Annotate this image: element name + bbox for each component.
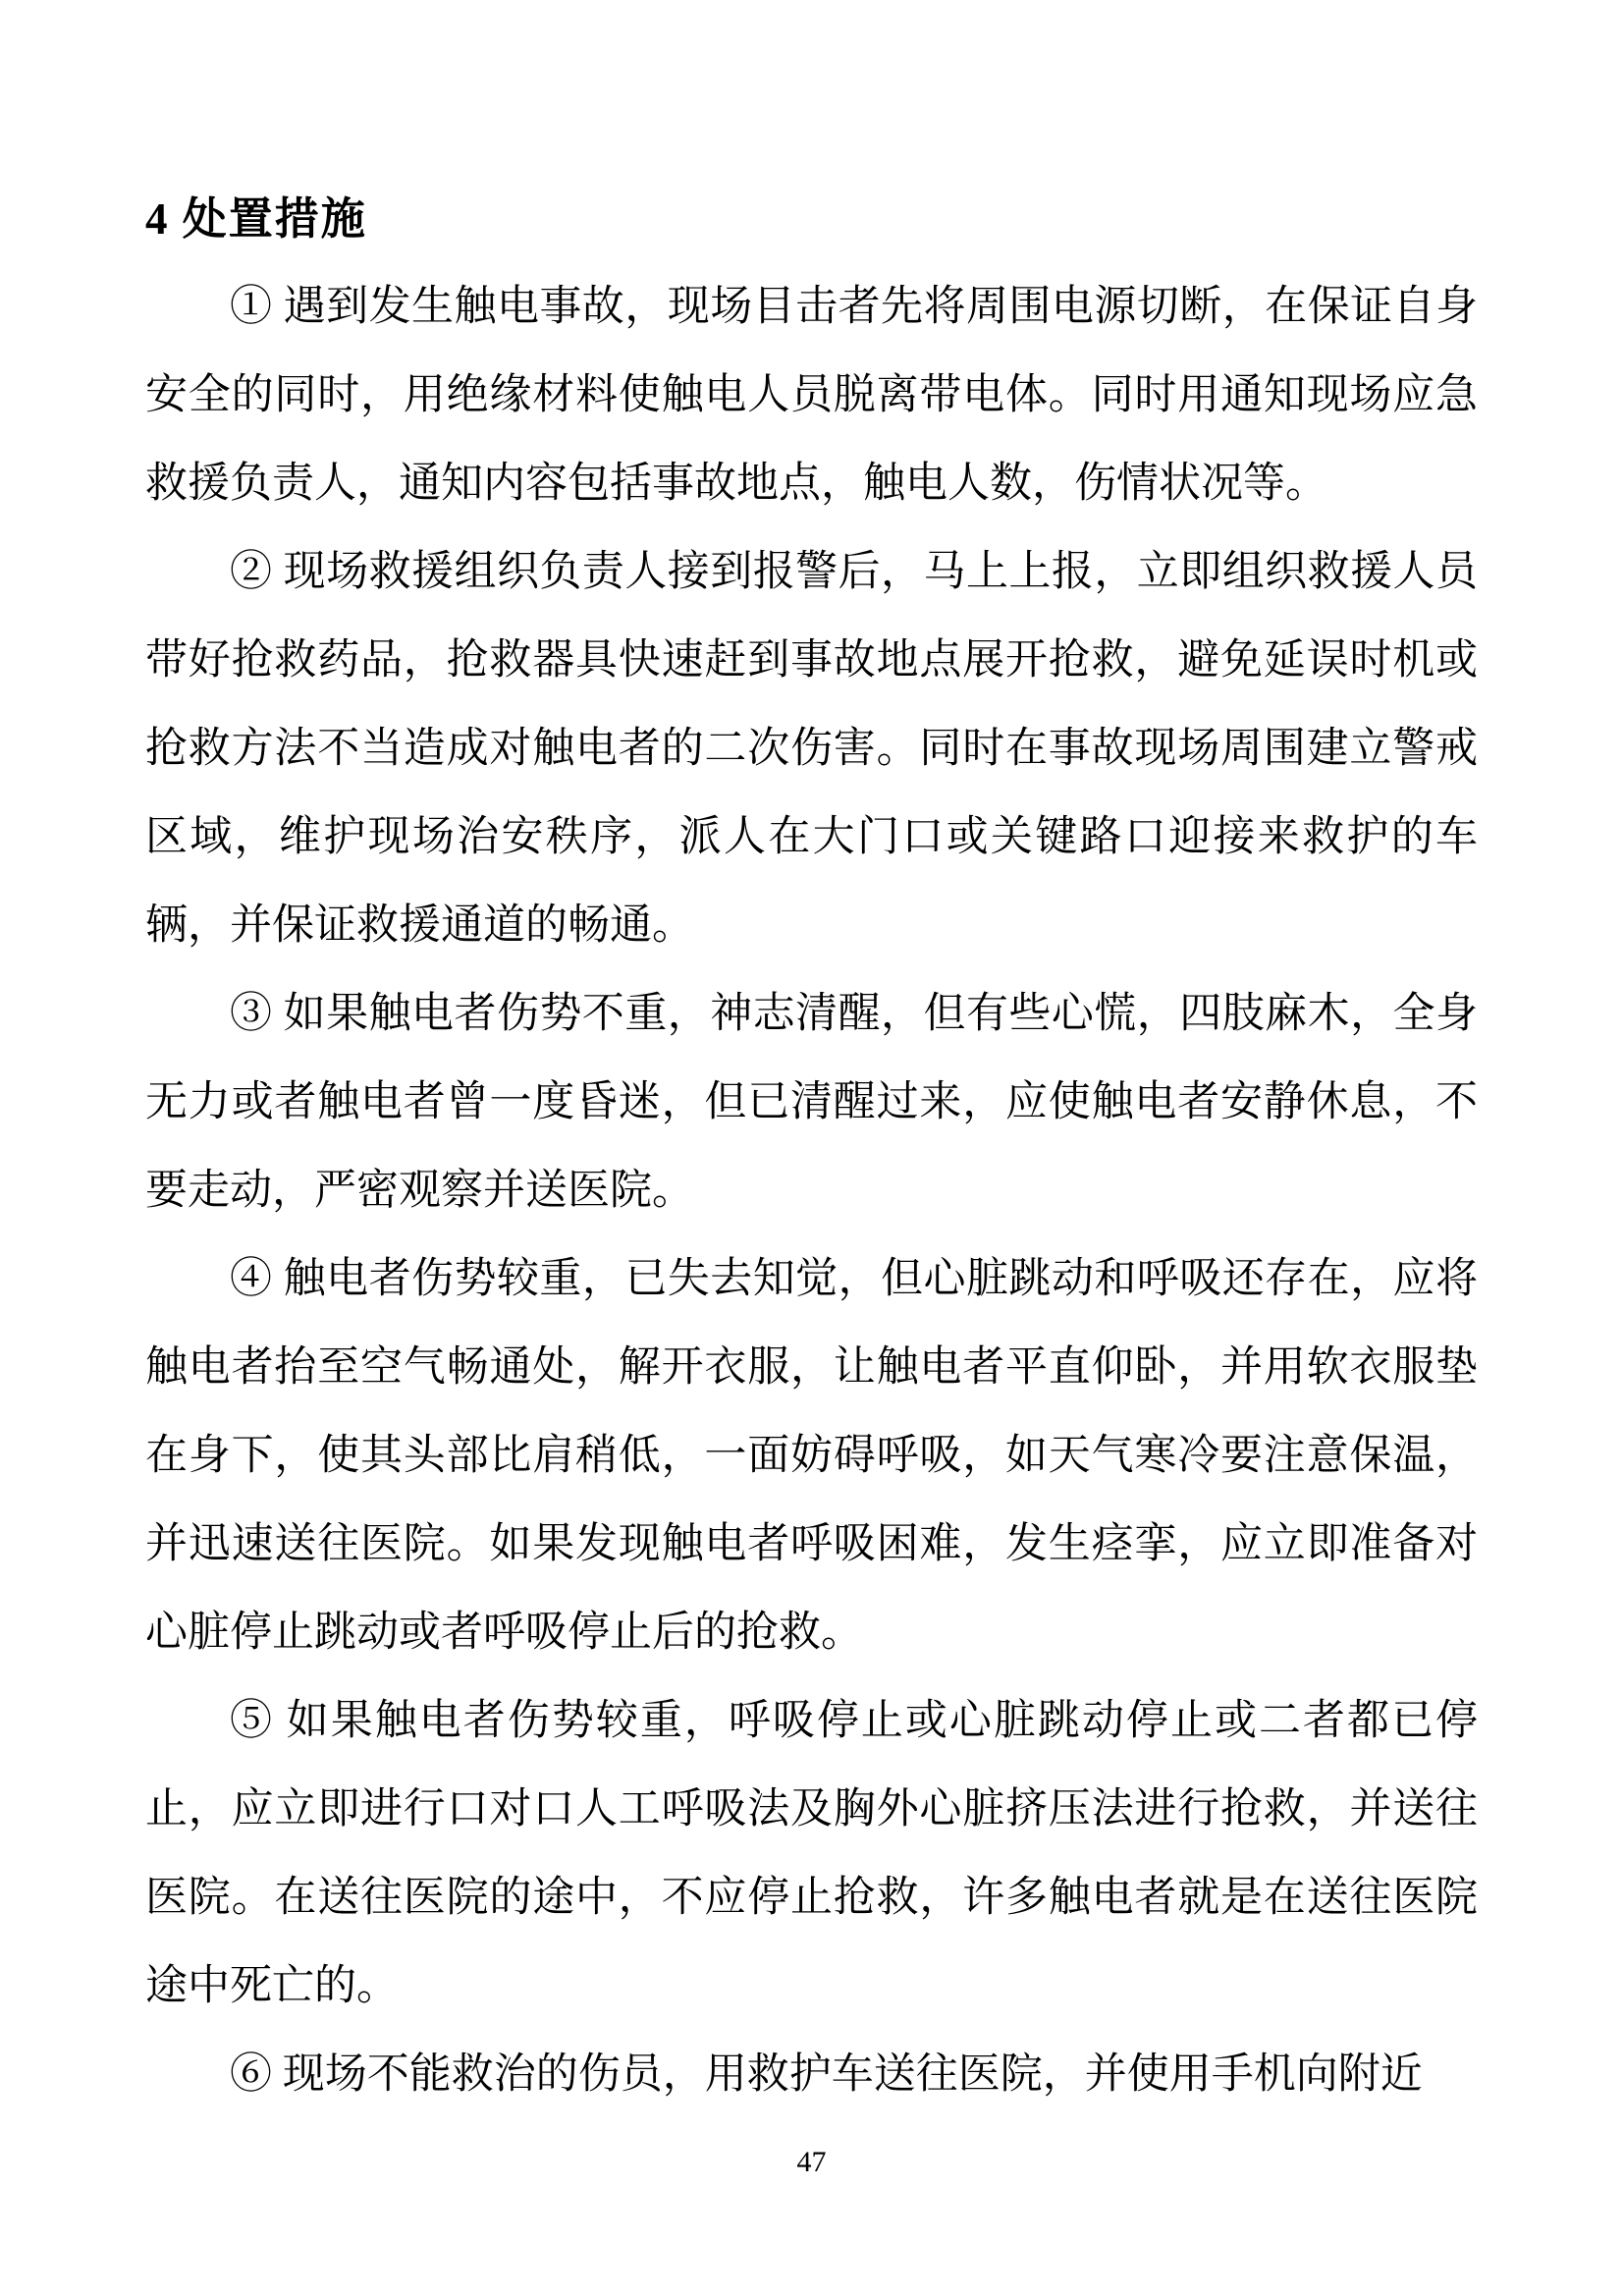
page-number: 47: [796, 2146, 827, 2178]
paragraph-2: ② 现场救援组织负责人接到报警后，马上上报，立即组织救援人员带好抢救药品，抢救器具快速赶到事故地点展开抢救，避免延误时机或抢救方法不当造成对触电者的二次伤害。同时在事故现场周围建立警戒区域，维护现场治安秩序，派人在大门口或关键路口迎接来救护的车辆，并保证救援通道的畅通。: [145, 549, 1478, 949]
paragraph-6: ⑥ 现场不能救治的伤员，用救护车送往医院，并使用手机向附近: [230, 2051, 1423, 2098]
paragraph-1: ① 遇到发生触电事故，现场目击者先将周围电源切断，在保证自身安全的同时，用绝缘材料使触电人员脱离带电体。同时用通知现场应急救援负责人，通知内容包括事故地点，触电人数，伤情状况等。: [145, 284, 1478, 507]
paragraph-3: ③ 如果触电者伤势不重，神志清醒，但有些心慌，四肢麻木，全身无力或者触电者曾一度昏迷，但已清醒过来，应使触电者安静休息，不要走动，严密观察并送医院。: [145, 991, 1478, 1214]
section-heading: 4 处置措施: [145, 194, 367, 244]
paragraph-5: ⑤ 如果触电者伤势较重，呼吸停止或心脏跳动停止或二者都已停止，应立即进行口对口人工呼吸法及胸外心脏挤压法进行抢救，并送往医院。在送往医院的途中，不应停止抢救，许多触电者就是在送往医院途中死亡的。: [145, 1698, 1478, 2009]
document-body: [145, 263, 1478, 2119]
paragraph-4: ④ 触电者伤势较重，已失去知觉，但心脏跳动和呼吸还存在，应将触电者抬至空气畅通处，解开衣服，让触电者平直仰卧，并用软衣服垫在身下，使其头部比肩稍低，一面妨碍呼吸，如天气寒冷要注意保温，并迅速送往医院。如果发现触电者呼吸困难，发生痉挛，应立即准备对心脏停止跳动或者呼吸停止后的抢救。: [145, 1256, 1478, 1656]
